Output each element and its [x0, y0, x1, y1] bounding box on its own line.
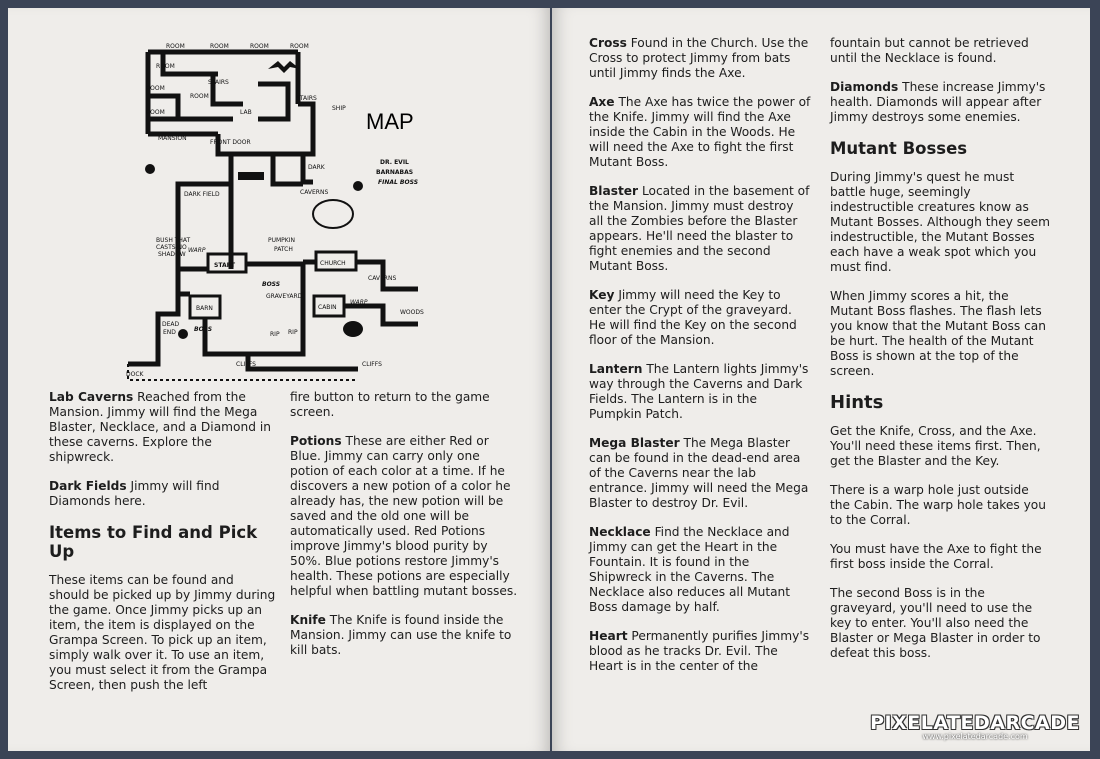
map-label-boss: BOSS: [262, 281, 281, 288]
lantern-entry: [589, 362, 811, 422]
map-label-dark-field: DARK FIELD: [184, 191, 220, 198]
right-column-1: [589, 36, 811, 688]
map-label-stairs: STAIRS: [208, 79, 229, 86]
map-label-boss-name-2: BARNABAS: [376, 169, 414, 176]
cross-entry: [589, 36, 811, 81]
map-label-room: ROOM: [156, 63, 175, 70]
heart-continued: fountain but cannot be retrieved until the Necklace is found.: [830, 36, 1029, 65]
map-label-room: ROOM: [146, 109, 165, 116]
knife-term: Knife: [290, 613, 326, 627]
watermark: [870, 712, 1080, 741]
map-label-final-boss: FINAL BOSS: [378, 179, 419, 186]
heart-term: Heart: [589, 629, 628, 643]
left-column-2: [290, 390, 522, 672]
map-label-front-door: FRONT DOOR: [210, 139, 251, 146]
zombie-icon: [145, 164, 155, 174]
watermark-url: www.pixelatedarcade.com: [922, 732, 1028, 741]
lab-caverns-text: Reached from the Mansion. Jimmy will find the Mega Blaster, Necklace, and a Diamond in these caverns. Explore the shipwreck.: [49, 390, 271, 464]
heart-text: Permanently purifies Jimmy's blood as he tracks Dr. Evil. The Heart is in the center of the: [589, 629, 810, 673]
right-page: [552, 8, 1090, 751]
map-label-bush-1: BUSH THAT: [156, 237, 191, 244]
key-entry: [589, 288, 811, 348]
intro-continued: fire button to return to the game screen.: [290, 390, 490, 419]
map-label-cabin: CABIN: [318, 304, 337, 311]
map-label-caverns: CAVERNS: [300, 189, 329, 196]
left-page: [8, 8, 550, 751]
items-intro: These items can be found and should be picked up by Jimmy during the game. Once Jimmy picks up an item, the item is displayed on the Grampa Screen. To pick up an item, simply walk over it. To use an item, you must select it from the Grampa Screen, then push the left: [49, 573, 276, 692]
key-term: Key: [589, 288, 615, 302]
hint-4: The second Boss is in the graveyard, you'll need to use the key to enter. You'll also need the Blaster or Mega Blaster in order to defeat this boss.: [830, 586, 1041, 660]
heart-entry: [589, 629, 811, 674]
cross-term: Cross: [589, 36, 627, 50]
map-label-caverns: CAVERNS: [368, 275, 397, 282]
map-label-mansion: MANSION: [158, 135, 187, 142]
knife-text: The Knife is found inside the Mansion. Jimmy can use the knife to kill bats.: [290, 613, 512, 657]
bat-icon: [268, 61, 300, 73]
map-label-woods: WOODS: [400, 309, 424, 316]
map-label-dead-1: DEAD: [162, 321, 180, 328]
map-label-room: ROOM: [290, 43, 309, 50]
necklace-text: Find the Necklace and Jimmy can get the Heart in the Fountain. It is found in the Shipwreck in the Caverns. The Necklace also reduces all Mutant Boss damage by half.: [589, 525, 791, 614]
map-label-graveyard: GRAVEYARD: [266, 293, 303, 300]
mega-blaster-text: The Mega Blaster can be found in the dead-end area of the Caverns near the lab entrance. Jimmy will need the Mega Blaster to destroy Dr. Evil.: [589, 436, 809, 510]
spider-icon: [343, 321, 363, 337]
lantern-text: The Lantern lights Jimmy's way through the Caverns and Dark Fields. The Lantern is in the Pumpkin Patch.: [589, 362, 809, 421]
pumpkin-icon: [313, 200, 353, 228]
cross-text: Found in the Church. Use the Cross to protect Jimmy from bats until Jimmy finds the Axe.: [589, 36, 809, 80]
key-text: Jimmy will need the Key to enter the Crypt of the graveyard. He will find the Key on the second floor of the Mansion.: [589, 288, 797, 347]
knife-entry: [290, 613, 522, 658]
map-diagram: [118, 24, 458, 386]
game-map: [118, 24, 458, 386]
potions-term: Potions: [290, 434, 342, 448]
map-label-cliffs: CLIFFS: [236, 361, 256, 368]
map-label-dock: DOCK: [126, 371, 144, 378]
map-label-dead-2: END: [163, 329, 176, 336]
axe-term: Axe: [589, 95, 615, 109]
necklace-term: Necklace: [589, 525, 651, 539]
mutant-paragraph-2: When Jimmy scores a hit, the Mutant Boss flashes. The flash lets you know that the Mutant Boss can be hurt. The health of the Mutant Boss is shown at the top of the screen.: [830, 289, 1046, 378]
blaster-term: Blaster: [589, 184, 639, 198]
map-label-room: ROOM: [210, 43, 229, 50]
lab-caverns-term: Lab Caverns: [49, 390, 134, 404]
dark-fields-term: Dark Fields: [49, 479, 127, 493]
map-label-boss: BOSS: [194, 326, 213, 333]
lantern-term: Lantern: [589, 362, 643, 376]
map-label-rip: RIP: [270, 331, 280, 338]
mutant-bosses-heading: Mutant Bosses: [830, 139, 968, 158]
potions-text: These are either Red or Blue. Jimmy can carry only one potion of each color at a time. If he discovers a new potion of a color he already has, the new potion will be saved and the old one will be automatically used. Red Potions improve Jimmy's blood purity by 50%. Blue potions restore Jimmy's health. These potions are especially helpful when battling mutant bosses.: [290, 434, 518, 598]
left-column-1: [49, 390, 277, 707]
diamonds-term: Diamonds: [830, 80, 899, 94]
right-column-2: [830, 36, 1052, 675]
hints-heading: Hints: [830, 392, 884, 413]
map-label-room: ROOM: [250, 43, 269, 50]
map-title: MAP: [366, 109, 414, 134]
axe-text: The Axe has twice the power of the Knife. Jimmy will find the Axe inside the Cabin in the Woods. He will need the Axe to fight the first Mutant Boss.: [589, 95, 811, 169]
zombie-icon: [178, 329, 188, 339]
map-label-warp: WARP: [350, 299, 368, 306]
map-label-cliffs: CLIFFS: [362, 361, 382, 368]
map-label-barn: BARN: [196, 305, 213, 312]
watermark-name: PIXELATEDARCADE: [870, 712, 1080, 734]
lab-caverns-entry: [49, 390, 277, 465]
potions-entry: [290, 434, 522, 599]
mega-blaster-term: Mega Blaster: [589, 436, 680, 450]
blaster-entry: [589, 184, 811, 274]
map-label-room: ROOM: [146, 85, 165, 92]
map-label-room: ROOM: [190, 93, 209, 100]
map-label-bush-2: CASTS NO: [156, 244, 187, 251]
hint-3: You must have the Axe to fight the first boss inside the Corral.: [830, 542, 1042, 571]
map-label-rip: RIP: [288, 329, 298, 336]
axe-entry: [589, 95, 811, 170]
map-label-pumpkin-1: PUMPKIN: [268, 237, 295, 244]
map-label-ship: SHIP: [332, 105, 346, 112]
dark-fields-text: Jimmy will find Diamonds here.: [49, 479, 220, 508]
map-label-room: ROOM: [166, 43, 185, 50]
items-heading: Items to Find and Pick Up: [49, 523, 258, 561]
diamonds-entry: [830, 80, 1052, 125]
map-label-boss-name-1: DR. EVIL: [380, 159, 409, 166]
dark-fields-entry: [49, 479, 277, 509]
lantern-icon: [353, 181, 363, 191]
map-label-bush-3: SHADOW: [158, 251, 186, 258]
hint-1: Get the Knife, Cross, and the Axe. You'll need these items first. Then, get the Blaster and the Key.: [830, 424, 1041, 468]
map-label-dark: DARK: [308, 164, 325, 171]
map-label-pumpkin-2: PATCH: [274, 246, 293, 253]
blaster-text: Located in the basement of the Mansion. Jimmy must destroy all the Zombies before the Blaster appears. He'll need the blaster to fight enemies and the second Mutant Boss.: [589, 184, 810, 273]
diamonds-text: These increase Jimmy's health. Diamonds will appear after Jimmy destroys some enemies.: [830, 80, 1046, 124]
mega-blaster-icon: [238, 172, 264, 180]
map-label-start: START: [214, 262, 236, 269]
map-label-warp: WARP: [188, 247, 206, 254]
mega-blaster-entry: [589, 436, 811, 511]
hint-2: There is a warp hole just outside the Cabin. The warp hole takes you to the Corral.: [830, 483, 1046, 527]
map-label-lab: LAB: [240, 109, 252, 116]
map-label-church: CHURCH: [320, 260, 346, 267]
map-label-stairs: STAIRS: [296, 95, 317, 102]
mutant-paragraph-1: During Jimmy's quest he must battle huge, seemingly indestructible creatures know as Mutant Bosses. Although they seem indestructible, the Mutant Bosses each have a weak spot which you must find.: [830, 170, 1051, 274]
necklace-entry: [589, 525, 811, 615]
